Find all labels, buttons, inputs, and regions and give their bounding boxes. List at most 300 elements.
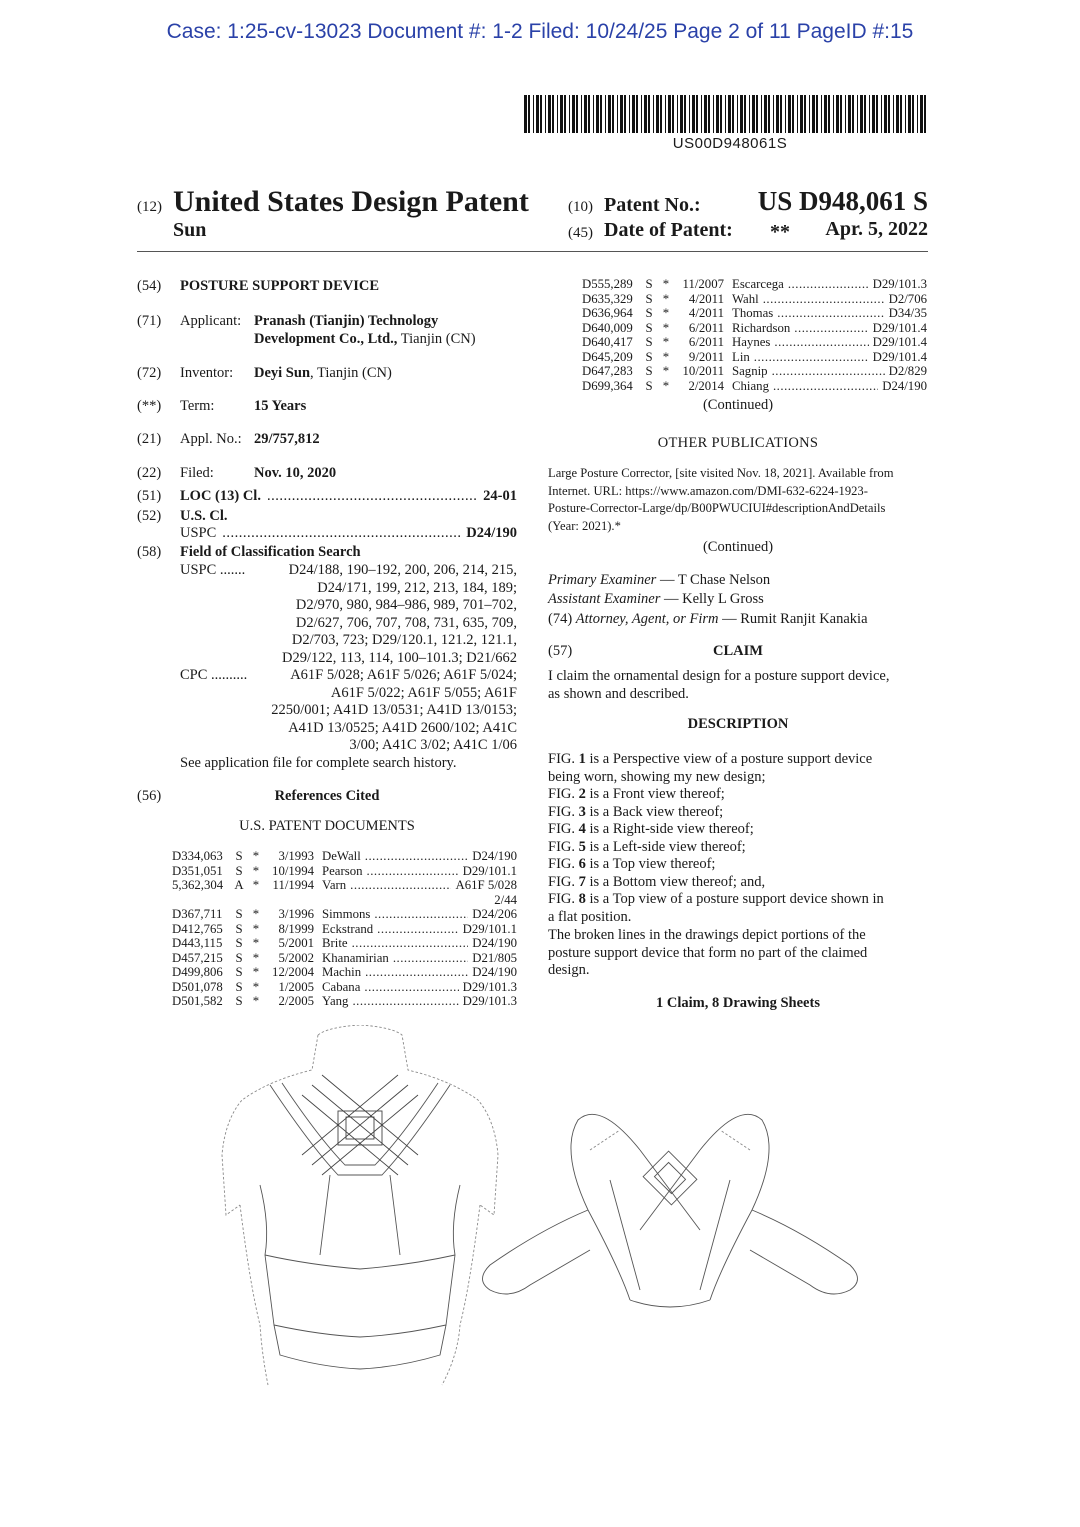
barcode-bar xyxy=(572,95,575,133)
ref-number: D636,964 xyxy=(582,306,633,320)
barcode-bar xyxy=(732,95,734,133)
ref-leader xyxy=(352,994,458,1009)
barcode-bar xyxy=(636,95,638,133)
search-cpc-label: CPC .......... xyxy=(180,667,248,683)
us-patent-docs-label: U.S. PATENT DOCUMENTS xyxy=(239,818,415,834)
ref-class: D29/101.3 xyxy=(462,979,517,994)
figure-number: 1 xyxy=(578,751,586,767)
ref-class: D29/101.1 xyxy=(462,863,517,878)
loc-value: 24-01 xyxy=(483,488,517,504)
reference-row xyxy=(582,350,927,365)
ref-date: 3/1993 xyxy=(278,849,314,863)
barcode-bar xyxy=(605,95,606,133)
ref-class: D2/829 xyxy=(888,364,927,378)
ref-date: 3/1996 xyxy=(278,907,314,921)
ref-leader xyxy=(374,907,468,922)
ref-number: D640,417 xyxy=(582,335,633,349)
ref-kind: S xyxy=(645,277,653,291)
ref-name: Escarcega xyxy=(732,277,784,291)
barcode-bar xyxy=(924,95,926,133)
ref-date: 8/1999 xyxy=(278,921,314,936)
ref-class: D24/190 xyxy=(472,965,517,979)
code-22: (22) xyxy=(137,465,162,481)
loc-label: LOC (13) Cl. xyxy=(180,488,261,504)
ref-date: 10/2011 xyxy=(682,364,724,378)
barcode-bar xyxy=(872,95,875,133)
ref-star: * xyxy=(662,378,670,393)
barcode-bar xyxy=(920,95,923,133)
barcode-bar xyxy=(672,95,674,133)
barcode-bar xyxy=(665,95,666,133)
description-body xyxy=(548,751,928,926)
barcode-bar xyxy=(876,95,878,133)
barcode-bar xyxy=(864,95,866,133)
barcode-bar xyxy=(536,95,539,133)
term-label: Term: xyxy=(180,398,215,414)
ref-date: 11/2007 xyxy=(682,277,724,291)
ref-number: D640,009 xyxy=(582,320,633,335)
barcode-bar xyxy=(696,95,698,133)
figure-description-continuation: being worn, showing my new design; xyxy=(548,768,766,785)
description-heading: DESCRIPTION xyxy=(687,716,789,732)
ref-leader xyxy=(777,306,884,321)
barcode-bar xyxy=(804,95,806,133)
ref-leader xyxy=(367,864,459,879)
claim-text xyxy=(548,668,928,703)
appl-no-label: Appl. No.: xyxy=(180,431,242,447)
barcode-bar xyxy=(576,95,578,133)
ref-date: 1/2005 xyxy=(278,979,314,994)
barcode-bar xyxy=(740,95,743,133)
ref-number: D635,329 xyxy=(582,291,633,306)
search-uspc-line: D2/703, 723; D29/120.1, 121.2, 121.1, xyxy=(291,632,517,648)
barcode xyxy=(524,95,929,133)
barcode-bar xyxy=(660,95,662,133)
barcode-bar xyxy=(908,95,911,133)
ref-date: 6/2011 xyxy=(688,335,724,349)
ref-name: Yang xyxy=(322,994,349,1008)
barcode-bar xyxy=(785,95,786,133)
ref-name: Simmons xyxy=(322,907,371,921)
barcode-bar xyxy=(528,95,530,133)
search-uspc-line: D24/171, 199, 212, 213, 184, 189; xyxy=(317,579,517,596)
ref-star: * xyxy=(252,979,260,994)
barcode-text: US00D948061S xyxy=(672,135,788,152)
barcode-bar xyxy=(656,95,659,133)
barcode-bar xyxy=(833,95,834,133)
ref-name: Lin xyxy=(732,349,750,364)
code-10: (10) xyxy=(568,199,593,215)
ref-name: Pearson xyxy=(322,863,363,878)
barcode-bar xyxy=(629,95,630,133)
barcode-bar xyxy=(704,95,707,133)
ref-number: D501,078 xyxy=(172,979,223,994)
appl-no-value: 29/757,812 xyxy=(254,431,320,447)
search-cpc-list xyxy=(240,667,517,755)
ref-leader xyxy=(393,951,468,966)
ref-number: D699,364 xyxy=(582,378,633,393)
barcode-bar xyxy=(653,95,654,133)
figure-description: FIG. 3 is a Back view thereof; xyxy=(548,803,724,820)
ref-class: D24/190 xyxy=(472,849,517,863)
ref-kind: S xyxy=(645,349,653,364)
claim-line: I claim the ornamental design for a posture support device, xyxy=(548,668,890,684)
uspc-value: D24/190 xyxy=(466,525,517,541)
applicant-label: Applicant: xyxy=(180,313,242,329)
filed-label: Filed: xyxy=(180,465,214,481)
barcode-bar xyxy=(720,95,722,133)
barcode-bar xyxy=(624,95,626,133)
reference-row xyxy=(172,951,517,966)
claim-line: as shown and described. xyxy=(548,685,689,702)
doc-type-title: United States Design Patent xyxy=(173,185,529,218)
figure-number: 8 xyxy=(578,891,586,907)
ref-name: Brite xyxy=(322,936,348,950)
barcode-bar xyxy=(608,95,611,133)
ref-class: A61F 5/028 xyxy=(455,878,517,892)
code-52: (52) xyxy=(137,508,162,524)
primary-examiner: Primary Examiner — T Chase Nelson xyxy=(548,572,771,588)
ref-number: D443,115 xyxy=(172,936,223,950)
barcode-bar xyxy=(881,95,882,133)
uspc-label: USPC xyxy=(180,525,217,541)
figure-description: FIG. 6 is a Top view thereof; xyxy=(548,856,716,872)
ref-name: Chiang xyxy=(732,378,769,393)
figure-description: FIG. 1 is a Perspective view of a posture support device xyxy=(548,751,873,767)
barcode-bar xyxy=(600,95,602,133)
barcode-bar xyxy=(800,95,803,133)
code-56: (56) xyxy=(137,788,162,804)
barcode-bar xyxy=(737,95,738,133)
barcode-bar xyxy=(581,95,582,133)
reference-row xyxy=(172,980,517,995)
ref-kind: S xyxy=(235,849,243,863)
ref-kind: S xyxy=(645,291,653,306)
ref-kind: S xyxy=(235,979,243,994)
pub-line: Large Posture Corrector, [site visited Nov. 18, 2021]. Available from xyxy=(548,466,894,480)
barcode-bar xyxy=(809,95,810,133)
ref-name: Machin xyxy=(322,965,362,979)
barcode-bar xyxy=(768,95,770,133)
barcode-bar xyxy=(713,95,714,133)
ref-leader xyxy=(352,936,469,951)
ref-class: D29/101.4 xyxy=(872,320,927,335)
reference-row xyxy=(172,878,517,893)
barcode-bar xyxy=(761,95,762,133)
barcode-bar xyxy=(848,95,851,133)
search-uspc-line: D2/627, 706, 707, 708, 731, 635, 709, xyxy=(295,614,517,631)
code-57: (57) xyxy=(548,643,573,659)
barcode-bar xyxy=(900,95,902,133)
pub-line: (Year: 2021).* xyxy=(548,518,621,533)
reference-row xyxy=(582,364,927,379)
figure-number: 3 xyxy=(578,803,586,820)
search-cpc-line: 2250/001; A41D 13/0531; A41D 13/0153; xyxy=(271,702,517,718)
ref-name: Haynes xyxy=(732,335,771,349)
ref-leader xyxy=(774,335,868,350)
loc-row xyxy=(180,488,517,506)
ref-number: D367,711 xyxy=(172,907,223,921)
barcode-bar xyxy=(888,95,890,133)
ref-kind: S xyxy=(235,936,243,950)
reference-row xyxy=(172,965,517,980)
ref-kind: S xyxy=(645,335,653,349)
ref-name: DeWall xyxy=(322,849,361,863)
ref-star: * xyxy=(252,936,260,950)
ref-class: D29/101.4 xyxy=(872,335,927,349)
barcode-bar xyxy=(716,95,719,133)
barcode-bar xyxy=(540,95,542,133)
barcode-bar xyxy=(896,95,899,133)
ref-leader xyxy=(772,364,885,379)
ref-kind: S xyxy=(235,994,243,1008)
ref-class: D21/805 xyxy=(472,950,517,965)
barcode-bar xyxy=(824,95,827,133)
barcode-bar xyxy=(692,95,695,133)
reference-row xyxy=(172,864,517,879)
ref-name: Cabana xyxy=(322,979,361,994)
reference-row xyxy=(582,379,927,394)
applicant-location: Tianjin (CN) xyxy=(397,331,476,347)
us-cl-label: U.S. Cl. xyxy=(180,508,228,524)
ref-date: 2/2014 xyxy=(688,378,724,393)
ref-class: D34/35 xyxy=(888,306,927,320)
reference-row xyxy=(172,907,517,922)
barcode-bar xyxy=(593,95,594,133)
barcode-bar xyxy=(557,95,558,133)
barcode-bar xyxy=(641,95,642,133)
barcode-bar xyxy=(617,95,618,133)
flat-view-drawing xyxy=(470,1090,870,1330)
ref-number: D457,215 xyxy=(172,950,223,965)
ref-leader xyxy=(773,379,878,394)
ref-date: 5/2001 xyxy=(278,936,314,950)
ref-name: Eckstrand xyxy=(322,921,374,936)
term-value: 15 Years xyxy=(254,398,307,414)
ref-class: D29/101.1 xyxy=(462,921,517,936)
code-72: (72) xyxy=(137,365,162,381)
date-star: ** xyxy=(770,221,790,243)
patent-no-label: Patent No.: xyxy=(604,194,701,216)
other-publications-body xyxy=(548,465,928,535)
figure-number: 7 xyxy=(578,873,586,890)
barcode-bar xyxy=(869,95,870,133)
code-45: (45) xyxy=(568,225,593,241)
applicant-name-line1: Pranash (Tianjin) Technology xyxy=(254,313,439,329)
barcode-bar xyxy=(852,95,854,133)
barcode-bar xyxy=(612,95,614,133)
ref-class: D24/190 xyxy=(882,378,927,393)
front-view-drawing xyxy=(210,1025,510,1395)
barcode-bar xyxy=(564,95,566,133)
figure-description-continuation: a flat position. xyxy=(548,908,632,925)
ref-date: 9/2011 xyxy=(688,349,724,364)
barcode-bar xyxy=(728,95,731,133)
ref-star: * xyxy=(252,907,260,921)
ref-date: 4/2011 xyxy=(688,306,724,320)
barcode-bar xyxy=(792,95,794,133)
barcode-bar xyxy=(560,95,563,133)
field-search-label: Field of Classification Search xyxy=(180,544,361,560)
barcode-bar xyxy=(749,95,750,133)
other-publications-continued: (Continued) xyxy=(702,539,774,555)
figure-description: FIG. 2 is a Front view thereof; xyxy=(548,786,725,802)
ref-number: D647,283 xyxy=(582,364,633,378)
barcode-bar xyxy=(524,95,527,133)
patent-number: US D948,061 S xyxy=(757,186,928,216)
broken-lines-note xyxy=(548,927,928,980)
ref-kind: S xyxy=(235,907,243,921)
references-continued: (Continued) xyxy=(702,397,774,413)
search-cpc-line: A41D 13/0525; A41D 2600/102; A41C xyxy=(288,719,517,736)
ref-name: Varn xyxy=(322,878,347,892)
barcode-bar xyxy=(689,95,690,133)
ref-kind: S xyxy=(645,378,653,393)
barcode-bar xyxy=(596,95,599,133)
ref-leader xyxy=(788,277,869,292)
barcode-bar xyxy=(644,95,647,133)
ref-date: 6/2011 xyxy=(688,320,724,335)
broken-lines-line: The broken lines in the drawings depict portions of the xyxy=(548,927,866,943)
ref-kind: S xyxy=(645,306,653,320)
barcode-bar xyxy=(857,95,858,133)
ref-date: 10/1994 xyxy=(272,863,314,878)
barcode-bar xyxy=(845,95,846,133)
uspc-row xyxy=(180,525,517,543)
reference-row xyxy=(172,994,517,1009)
ref-class-secondary: 2/44 xyxy=(494,892,517,907)
ref-class: D24/190 xyxy=(472,936,517,950)
ref-number: D351,051 xyxy=(172,863,223,878)
barcode-bar xyxy=(756,95,758,133)
search-history-note: See application file for complete search history. xyxy=(180,755,457,771)
barcode-bar xyxy=(701,95,702,133)
barcode-bar xyxy=(884,95,887,133)
ref-number: 5,362,304 xyxy=(172,878,224,892)
uspc-leader xyxy=(222,525,460,543)
code-term: (**) xyxy=(137,398,162,414)
reference-row xyxy=(582,292,927,307)
barcode-bar xyxy=(648,95,650,133)
reference-row xyxy=(172,936,517,951)
reference-row xyxy=(582,335,927,350)
reference-row xyxy=(582,277,927,292)
ref-star: * xyxy=(662,320,670,335)
barcode-bar xyxy=(744,95,746,133)
attorney: (74) Attorney, Agent, or Firm — Rumit Ranjit Kanakia xyxy=(548,611,868,627)
ref-name: Richardson xyxy=(732,320,791,335)
barcode-bar xyxy=(569,95,570,133)
pub-line: Posture-Corrector-Large/dp/B00PWUCIUI#descriptionAndDetails xyxy=(548,501,886,515)
barcode-bar xyxy=(725,95,726,133)
search-uspc-line: D24/188, 190–192, 200, 206, 214, 215, xyxy=(288,562,517,578)
ref-leader xyxy=(794,321,868,336)
ref-star: * xyxy=(662,364,670,378)
ref-leader xyxy=(754,350,869,365)
ref-kind: S xyxy=(235,921,243,936)
barcode-bar xyxy=(905,95,906,133)
barcode-bar xyxy=(840,95,842,133)
inventor-location: , Tianjin (CN) xyxy=(310,365,392,381)
barcode-bar xyxy=(684,95,686,133)
code-51: (51) xyxy=(137,488,162,504)
ref-star: * xyxy=(662,277,670,291)
search-cpc-line: A61F 5/028; A61F 5/026; A61F 5/024; xyxy=(290,667,517,683)
search-cpc-line: A61F 5/022; A61F 5/055; A61F xyxy=(330,684,517,701)
search-uspc-label: USPC ....... xyxy=(180,562,246,578)
code-58: (58) xyxy=(137,544,162,560)
inventor-value xyxy=(254,365,392,383)
barcode-bar xyxy=(812,95,815,133)
barcode-bar xyxy=(821,95,822,133)
search-cpc-line: 3/00; A41C 3/02; A41C 1/06 xyxy=(349,737,517,753)
barcode-bar xyxy=(680,95,683,133)
ref-number: D501,582 xyxy=(172,994,223,1008)
ref-number: D412,765 xyxy=(172,921,223,936)
ref-star: * xyxy=(252,994,260,1008)
search-uspc-list xyxy=(250,562,517,667)
case-header: Case: 1:25-cv-13023 Document #: 1-2 Filed: 10/24/25 Page 2 of 11 PageID #:15 xyxy=(166,20,914,43)
figure-number: 6 xyxy=(578,856,586,872)
reference-row xyxy=(582,321,927,336)
ref-star: * xyxy=(252,950,260,965)
ref-number: D555,289 xyxy=(582,277,633,291)
ref-number: D499,806 xyxy=(172,965,223,979)
barcode-bar xyxy=(632,95,635,133)
ref-class: D29/101.3 xyxy=(872,277,927,291)
code-12: (12) xyxy=(137,199,162,215)
ref-name: Sagnip xyxy=(732,364,768,378)
figure-description: FIG. 4 is a Right-side view thereof; xyxy=(548,821,754,837)
ref-name: Thomas xyxy=(732,306,774,320)
ref-kind: S xyxy=(235,950,243,965)
barcode-bar xyxy=(620,95,623,133)
ref-leader xyxy=(365,965,468,980)
ref-kind: S xyxy=(645,320,653,335)
barcode-bar xyxy=(912,95,914,133)
barcode-bar xyxy=(588,95,590,133)
ref-star: * xyxy=(252,965,260,979)
ref-leader xyxy=(350,878,451,893)
ref-class: D29/101.4 xyxy=(872,349,927,364)
ref-name: Wahl xyxy=(732,291,759,306)
ref-star: * xyxy=(252,863,260,878)
broken-lines-line: posture support device that form no part of the claimed xyxy=(548,944,868,961)
figure-description: FIG. 8 is a Top view of a posture support device shown in xyxy=(548,891,884,907)
reference-row xyxy=(172,922,517,937)
ref-star: * xyxy=(662,306,670,320)
ref-date: 12/2004 xyxy=(272,965,314,979)
ref-leader xyxy=(763,292,885,307)
applicant-name-line2 xyxy=(254,331,476,349)
barcode-bar xyxy=(773,95,774,133)
figure-number: 2 xyxy=(578,786,586,802)
ref-name: Khanamirian xyxy=(322,950,389,965)
ref-class: D29/101.3 xyxy=(462,994,517,1008)
barcode-bar xyxy=(893,95,894,133)
barcode-bar xyxy=(797,95,798,133)
figure-description: FIG. 7 is a Bottom view thereof; and, xyxy=(548,873,766,890)
date-of-patent-label: Date of Patent: xyxy=(604,219,733,241)
ref-number: D334,063 xyxy=(172,849,223,863)
reference-row xyxy=(172,849,517,864)
date-of-patent: Apr. 5, 2022 xyxy=(825,218,928,240)
filed-value: Nov. 10, 2020 xyxy=(254,465,337,481)
barcode-bar xyxy=(552,95,554,133)
barcode-bar xyxy=(668,95,671,133)
ref-date: 4/2011 xyxy=(688,291,724,306)
ref-class: D24/206 xyxy=(472,907,517,921)
